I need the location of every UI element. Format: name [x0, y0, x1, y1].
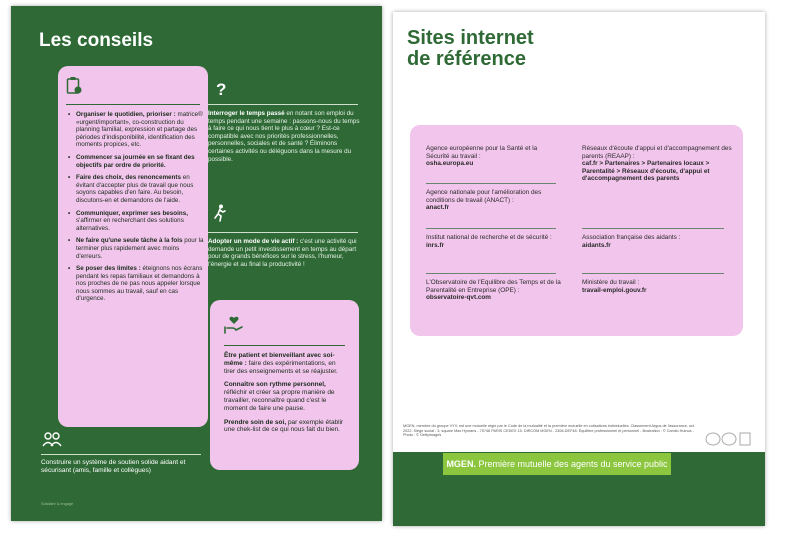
running-person-icon	[213, 204, 227, 222]
support-text: Construire un système de soutien solide aidant et sécurisant (amis, famille et collègues)	[41, 459, 186, 474]
question-mark-icon: ?	[216, 80, 227, 99]
site-entry: Réseaux d'écoute d'appui et d'accompagnement des parents (REAAP) : caf.fr > Partenaires > Partenaires locaux > Parentalité > Réseaux d'écoute, d'appui et d'accompagnement des parents	[582, 145, 732, 183]
heart-hand-icon	[224, 316, 244, 334]
page-title: Les conseils	[39, 30, 154, 51]
right-page	[393, 12, 765, 526]
paragraph: Connaître son rythme personnel, réfléchir et créer sa propre manière de travailler, reconnaître quand c'est le moment de faire une pause.	[224, 381, 335, 412]
list-item: • Commencer sa journée en se fixant des objectifs par ordre de priorité.	[76, 154, 206, 169]
sites-card	[410, 125, 743, 336]
divider	[582, 273, 724, 274]
left-page	[11, 6, 382, 521]
divider	[224, 345, 345, 346]
advice-list	[66, 111, 206, 308]
paragraph: Prendre soin de soi, par exemple établir une chek-list de ce qui nous fait du bien.	[224, 418, 344, 434]
divider	[582, 228, 724, 229]
divider	[41, 454, 201, 455]
list-item: • Ne faire qu'une seule tâche à la fois pour la terminer plus rapidement avec moins d'erreurs.	[76, 237, 206, 260]
paragraph: Être patient et bienveillant avec soi-même : faire des expérimentations, en tirer des enseignements et se réajuster.	[224, 352, 338, 375]
mgen-banner: MGEN. Première mutuelle des agents du service public	[443, 453, 671, 475]
site-entry: L'Observatoire de l'Equilibre des Temps et de la Parentalité en Entreprise (OPE) : observatoire-qvt.com	[426, 279, 561, 302]
site-entry: Agence nationale pour l'amélioration des conditions de travail (ANACT) : anact.fr	[426, 189, 542, 212]
divider	[208, 104, 358, 105]
patience-text	[224, 352, 348, 440]
divider	[426, 183, 556, 184]
list-item: • Communiquer, exprimer ses besoins, s'affirmer en recherchant des solutions alternatives.	[76, 210, 206, 233]
site-entry: Agence européenne pour la Santé et la Sécurité au travail : osha.europa.eu	[426, 145, 538, 168]
divider	[426, 273, 556, 274]
divider	[208, 232, 358, 233]
advice-card	[58, 66, 208, 427]
list-item: • Faire des choix, des renoncements en évitant d'accepter plus de travail que nous soyons capables d'en faire. Au besoin, discutons-en et demandons de l'aide.	[76, 174, 206, 204]
people-group-icon	[41, 431, 63, 447]
footer-credit: Solidaire & engagé	[41, 502, 74, 506]
time-tip: Interroger le temps passé en notant son emploi du temps pendant une semaine : passons-nous du temps à faire ce qui nous tient le plus à cœur ? Est-ce compatible avec nos priorités professionnelles, personnelles, sociales et de santé ? Éliminons certaines activités ou déléguons dans la mesure du possible.	[208, 110, 360, 163]
list-item: • Organiser le quotidien, prioriser : matrice® «urgent/important», co-construction du planning familial, expression et partage des périodes d'indisponibilité, identification des moments propices, etc.	[76, 111, 206, 149]
list-item: • Se poser des limites : éteignons nos écrans pendant les repas familiaux et demandons à nos proches de ne pas nous appeler lorsque nous sommes au travail, sauf en cas d'urgence.	[76, 265, 206, 303]
label-logo-icon	[705, 432, 751, 446]
clipboard-clock-icon	[66, 76, 83, 95]
certification-logos	[705, 432, 751, 448]
site-entry: Institut national de recherche et de sécurité : inrs.fr	[426, 234, 552, 249]
active-tip: Adopter un mode de vie actif : c'est une activité qui demande un petit investissement en temps au départ pour de grands bénéfices sur le stress, l'humeur, l'énergie et au final la productivité !	[208, 238, 357, 268]
patience-card	[210, 300, 359, 470]
divider	[426, 228, 556, 229]
site-entry: Ministère du travail : travail-emploi.gouv.fr	[582, 279, 647, 294]
page-title: Sites internet de référence	[407, 27, 534, 70]
divider	[66, 104, 200, 105]
site-entry: Association française des aidants : aidants.fr	[582, 234, 681, 249]
legal-text: MGEN, membre du groupe VYV, est une mutuelle régie par le Code de la mutualité et la première mutuelle en cotisations individuelles. Classement Argus de l'assurance, oct. 2022. Siège social : 3, square Max Hymans - 75748 PARIS CEDEX 15. DIRCOM MGEN - 2308-DEF48. Équilibre professionnel et personnel - Illustration : © Camilo Huinca - Photo : © Gettyimages	[403, 424, 696, 437]
